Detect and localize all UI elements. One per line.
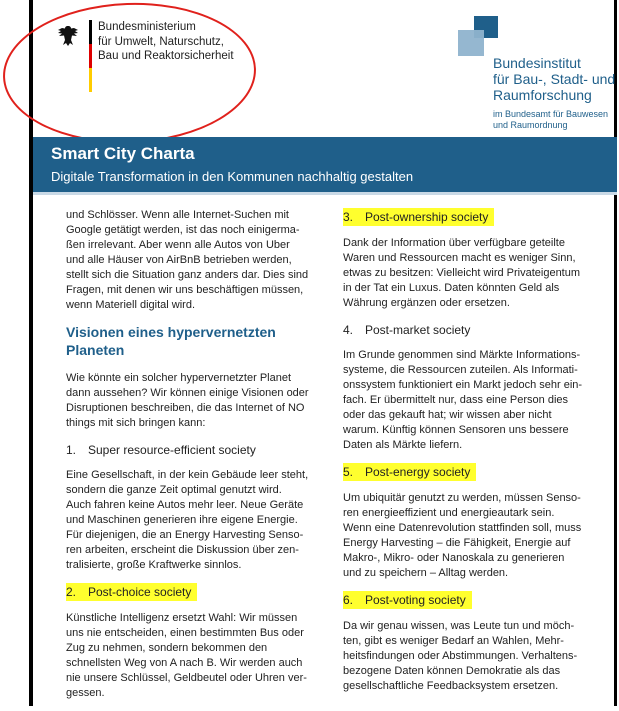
text-line: dann aussehen? Wir können einige Visionen oder	[66, 387, 309, 399]
text-line: etwas zu besitzen: Vielleicht wird Privateigentum	[343, 267, 581, 279]
text-line: gesellschaftliche Feedbacksystem ersetzen.	[343, 680, 559, 692]
text-line: oder das gekauft hat; wir wissen aber nicht	[343, 409, 552, 421]
list-item-body-2	[66, 611, 316, 701]
banner-title: Smart City Charta	[51, 144, 195, 163]
text-line: und Schlösser. Wenn alle Internet-Suchen mit	[66, 209, 289, 221]
list-item-body-3	[343, 236, 593, 311]
list-item-body-4	[343, 348, 593, 453]
heading-line: Planeten	[66, 342, 125, 358]
text-line: ten, gibt es weniger Bedarf an Wahlen, Mehr-	[343, 635, 564, 647]
institute-subtitle	[493, 109, 608, 131]
ministry-line: Bundesministerium	[98, 21, 196, 33]
text-line: ren energieeffizient und energieautark sein.	[343, 507, 555, 519]
text-line: Zug zu nehmen, sondern bekommen den	[66, 642, 268, 654]
text-line: in der Tat ein Luxus. Daten könnten Geld als	[343, 282, 560, 294]
logo-square-light	[458, 30, 484, 56]
list-number: 1.	[66, 443, 77, 457]
text-line: wenn Materiell digital wird.	[66, 299, 195, 311]
question-paragraph	[66, 371, 316, 431]
list-item-heading-6-highlighted	[343, 591, 472, 609]
text-line: fach. Er übermittelt nur, dass eine Person dies	[343, 394, 569, 406]
section-heading	[66, 323, 316, 359]
text-line: Wie könnte ein solcher hypervernetzter Planet	[66, 372, 292, 384]
list-number: 3.	[343, 210, 354, 224]
ministry-line: für Umwelt, Naturschutz,	[98, 35, 224, 48]
list-item-body-6	[343, 619, 593, 694]
text-line: Künstliche Intelligenz ersetzt Wahl: Wir müssen	[66, 612, 298, 624]
text-line: systeme, die Ressourcen zuteilen. Als Informati-	[343, 364, 578, 376]
institute-logo-mark	[458, 16, 498, 56]
banner-divider	[33, 192, 617, 195]
left-column	[66, 208, 316, 711]
text-line: Fragen, mit denen wir uns beschäftigen müssen,	[66, 284, 304, 296]
ministry-line: Bau und Reaktorsicherheit	[98, 50, 234, 62]
intro-paragraph	[66, 208, 316, 313]
list-title: Post-energy society	[365, 465, 471, 479]
text-line: Für diejenigen, die an Energy Harvesting Senso-	[66, 529, 304, 541]
text-line: Eine Gesellschaft, in der kein Gebäude leer steht,	[66, 469, 309, 481]
list-title: Post-ownership society	[365, 210, 489, 224]
text-line: Disruptionen beschreiben, die das Internet of NO	[66, 402, 305, 414]
text-line: Makro-, Mikro- oder Nanoskala zu generieren	[343, 552, 565, 564]
list-item-body-5	[343, 491, 593, 581]
text-line: Um ubiquitär genutzt zu werden, müssen Senso-	[343, 492, 581, 504]
text-line: uns nie entscheiden, einen bestimmten Bus oder	[66, 627, 304, 639]
text-line: Waren und Ressourcen macht es weniger Sinn,	[343, 252, 576, 264]
text-line: Dank der Information über verfügbare geteilte	[343, 237, 565, 249]
institute-line: Bundesinstitut	[493, 55, 581, 71]
text-line: Wenn eine Datenrevolution stattfinden soll, muss	[343, 522, 582, 534]
text-line: tralisierte, große Kraftwerke sinnlos.	[66, 559, 242, 571]
list-item-heading-4	[343, 322, 470, 338]
text-line: heitsfindungen oder Abstimmungen. Verhaltens-	[343, 650, 578, 662]
list-number: 6.	[343, 593, 354, 607]
title-banner	[33, 137, 617, 192]
institute-sub-line: im Bundesamt für Bauwesen	[493, 109, 609, 119]
list-item-heading-2-highlighted	[66, 583, 197, 601]
list-title: Post-market society	[365, 323, 471, 337]
list-title: Post-voting society	[365, 593, 466, 607]
text-line: Da wir genau wissen, was Leute tun und möch-	[343, 620, 575, 632]
institute-line: für Bau-, Stadt- und	[493, 71, 616, 87]
list-number: 5.	[343, 465, 354, 479]
list-number: 4.	[343, 323, 354, 337]
list-title: Post-choice society	[88, 585, 192, 599]
text-line: ren arbeiten, erscheint die Diskussion über zen-	[66, 544, 299, 556]
text-line: nie unsere Schlüssel, Geldbeutel oder Uhren ver-	[66, 672, 307, 684]
text-line: Daten als Märkte liefern.	[343, 439, 463, 451]
text-line: Währung ergänzen oder ersetzen.	[343, 297, 510, 309]
institute-sub-line: und Raumordnung	[493, 120, 568, 130]
text-line: bezogene Daten können Demokratie als das	[343, 665, 561, 677]
institute-name	[493, 55, 615, 103]
institute-line: Raumforschung	[493, 87, 592, 103]
text-line: sondern die ganze Zeit optimal genutzt wird.	[66, 484, 282, 496]
text-line: gessen.	[66, 687, 105, 699]
heading-line: Visionen eines hypervernetzten	[66, 324, 276, 340]
text-line: stellt sich die Situation ganz anders dar. Dies sind	[66, 269, 309, 281]
list-title: Super resource-efficient society	[88, 443, 256, 457]
text-line: schnellsten Weg von A nach B. Wir werden auch	[66, 657, 303, 669]
list-item-heading-5-highlighted	[343, 463, 476, 481]
text-line: Google getätigt werden, ist das noch einigerma-	[66, 224, 300, 236]
text-line: und zu speichern – Alltag werden.	[343, 567, 509, 579]
text-line: onssystem funktioniert ein Markt jedoch sehr ein-	[343, 379, 583, 391]
list-item-heading-3-highlighted	[343, 208, 494, 226]
text-line: things mit sich bringen kann:	[66, 417, 206, 429]
text-line: ßen irrelevant. Aber wenn alle Autos von Uber	[66, 239, 290, 251]
text-line: und Maschinen generieren ihre eigene Energie.	[66, 514, 298, 526]
list-item-heading-1	[66, 442, 256, 458]
list-item-body-1	[66, 468, 316, 573]
text-line: Energy Harvesting – die Fähigkeit, Energie auf	[343, 537, 571, 549]
right-column	[343, 208, 593, 704]
banner-subtitle: Digitale Transformation in den Kommunen nachhaltig gestalten	[51, 169, 414, 184]
text-line: und alle Häuser von AirBnB betrieben werden,	[66, 254, 292, 266]
list-number: 2.	[66, 585, 77, 599]
text-line: warum. Künftig können Sensoren uns bessere	[343, 424, 569, 436]
text-line: Auch fahren keine Autos mehr leer. Neue Geräte	[66, 499, 304, 511]
text-line: Im Grunde genommen sind Märkte Informations-	[343, 349, 581, 361]
